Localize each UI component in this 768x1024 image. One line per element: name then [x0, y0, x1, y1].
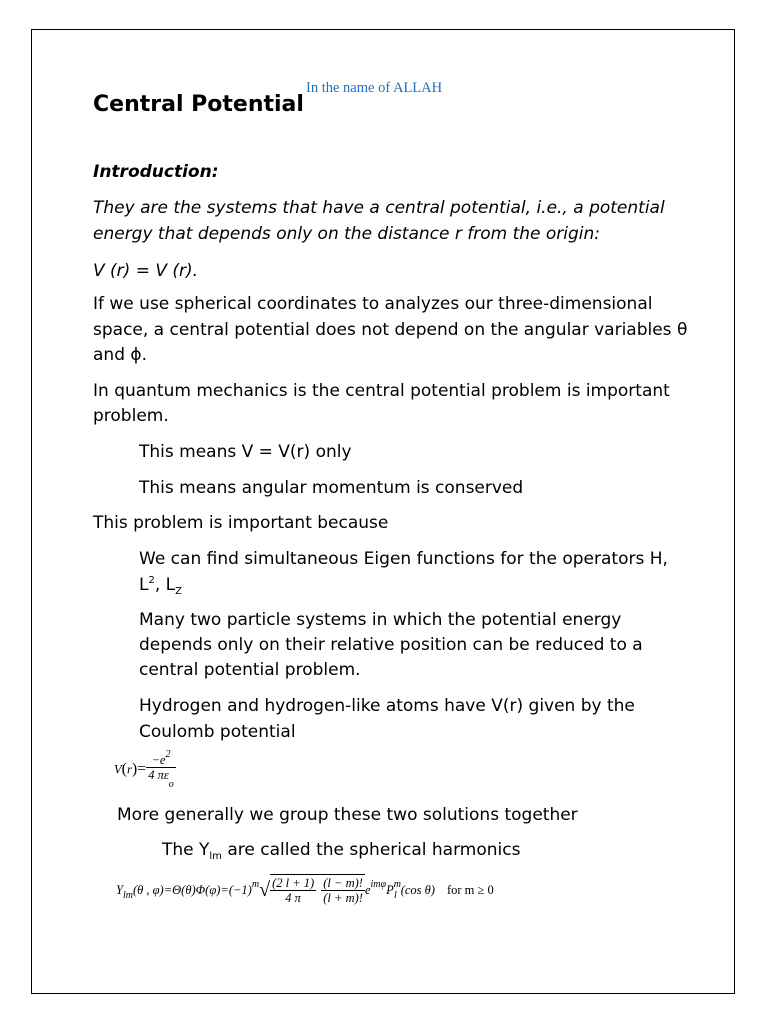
- generally-line: More generally we group these two solutions together: [117, 805, 578, 825]
- quantum-line-2: problem.: [93, 406, 169, 426]
- intro-heading: Introduction:: [93, 162, 219, 182]
- item2-line-2: depends only on their relative position can be reduced to a: [139, 635, 643, 655]
- means-line-2: This means angular momentum is conserved: [139, 478, 524, 498]
- coulomb-equation: V(r)= $\frac{-e^2}{4 \pi\varepsilon_o}$: [114, 749, 174, 790]
- spherical-line-2: space, a central potential does not depend on the angular variables θ: [93, 320, 688, 340]
- page-title: Central Potential: [93, 92, 304, 117]
- intro-line-1: They are the systems that have a central potential, i.e., a potential: [93, 198, 665, 218]
- quantum-line-1: In quantum mechanics is the central potential problem is important: [93, 381, 670, 401]
- harmonics-line: The $Y_{lm}$ are called the spherical harmonics: [162, 840, 521, 862]
- intro-equation: V (r) = V (r).: [93, 261, 199, 281]
- bismillah-text: In the name of ALLAH: [306, 80, 443, 96]
- ylm-formula: $Y_{lm}(\theta$ , $\varphi)=\Theta(\theta)\Phi(\varphi)=(-1)^m√$ $\frac{(2 l + 1)}{4 \pi}$ $\frac{(l - m)!}{(l + m)!}$ $e^{im\varphi}P^m_l$ (cos θ) for m ≥ 0: [116, 876, 494, 905]
- item3-line-1: Hydrogen and hydrogen-like atoms have V(r) given by the: [139, 696, 635, 716]
- item2-line-1: Many two particle systems in which the potential energy: [139, 610, 622, 630]
- item2-line-3: central potential problem.: [139, 660, 361, 680]
- item1-line-1: We can find simultaneous Eigen functions for the operators H,: [139, 549, 668, 569]
- item1-line-2: $L^2$, $L_Z$: [139, 575, 182, 597]
- intro-line-2: energy that depends only on the distance r from the origin:: [93, 224, 601, 244]
- spherical-line-1: If we use spherical coordinates to analyzes our three-dimensional: [93, 294, 653, 314]
- important-heading: This problem is important because: [93, 513, 389, 533]
- means-line-1: This means V = V(r) only: [139, 442, 352, 462]
- spherical-line-3: and ϕ.: [93, 345, 148, 365]
- item3-line-2: Coulomb potential: [139, 722, 296, 742]
